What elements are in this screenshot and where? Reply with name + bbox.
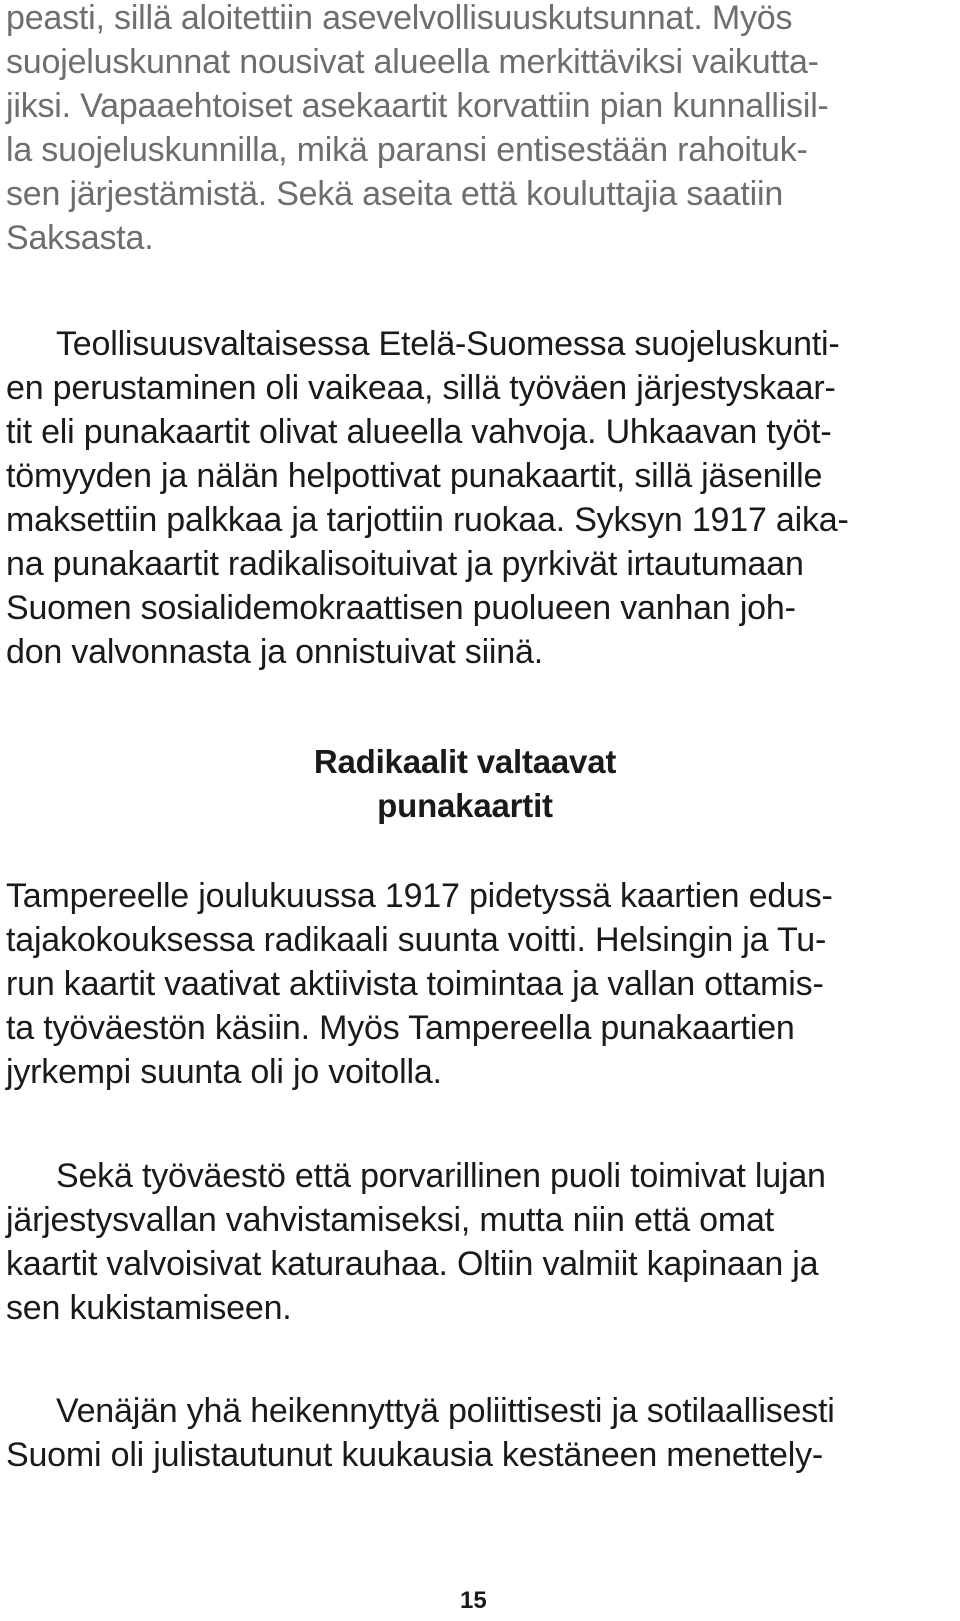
text-line: peasti, sillä aloitettiin asevelvollisuuskutsunnat. Myös [6, 0, 793, 37]
text-line: sen kukistamiseen. [6, 1289, 292, 1327]
text-line: tit eli punakaartit olivat alueella vahvoja. Uhkaavan työt- [6, 413, 832, 451]
text-line: Saksasta. [6, 219, 154, 257]
text-line: Venäjän yhä heikennyttyä poliittisesti ja sotilaallisesti [56, 1392, 835, 1430]
text-line: tömyyden ja nälän helpottivat punakaartit, sillä jäsenille [6, 457, 823, 495]
text-line: Suomen sosialidemokraattisen puolueen vanhan joh- [6, 589, 796, 627]
text-line: tajakokouksessa radikaali suunta voitti. Helsingin ja Tu- [6, 921, 827, 959]
text-line: jyrkempi suunta oli jo voitolla. [6, 1053, 442, 1091]
text-line: maksettiin palkkaa ja tarjottiin ruokaa. Syksyn 1917 aika- [6, 501, 849, 539]
text-line: en perustaminen oli vaikeaa, sillä työväen järjestyskaar- [6, 369, 836, 407]
text-line: run kaartit vaativat aktiivista toimintaa ja vallan ottamis- [6, 965, 824, 1003]
text-line: suojeluskunnat nousivat alueella merkittäviksi vaikutta- [6, 43, 819, 81]
page-number: 15 [460, 1587, 487, 1614]
text-line: sen järjestämistä. Sekä aseita että kouluttajia saatiin [6, 175, 784, 213]
text-line: Tampereelle joulukuussa 1917 pidetyssä kaartien edus- [6, 877, 833, 915]
text-line: Sekä työväestö että porvarillinen puoli toimivat lujan [56, 1157, 826, 1195]
section-heading [0, 740, 960, 828]
section-heading-line-1: Radikaalit valtaavat [313, 743, 617, 780]
text-line: Suomi oli julistautunut kuukausia kestäneen menettely- [6, 1436, 824, 1474]
text-line: järjestysvallan vahvistamiseksi, mutta niin että omat [6, 1201, 774, 1239]
text-line: jiksi. Vapaaehtoiset asekaartit korvattiin pian kunnallisil- [6, 87, 829, 125]
text-line: ta työväestön käsiin. Myös Tampereella punakaartien [6, 1009, 795, 1047]
text-line: na punakaartit radikalisoituivat ja pyrkivät irtautumaan [6, 545, 804, 583]
section-heading-line-2: punakaartit [377, 787, 553, 824]
text-line: don valvonnasta ja onnistuivat siinä. [6, 633, 543, 671]
text-line: Teollisuusvaltaisessa Etelä-Suomessa suojeluskunti- [56, 325, 840, 363]
text-line: la suojeluskunnilla, mikä paransi entisestään rahoituk- [6, 131, 808, 169]
text-line: kaartit valvoisivat katurauhaa. Oltiin valmiit kapinaan ja [6, 1245, 819, 1283]
